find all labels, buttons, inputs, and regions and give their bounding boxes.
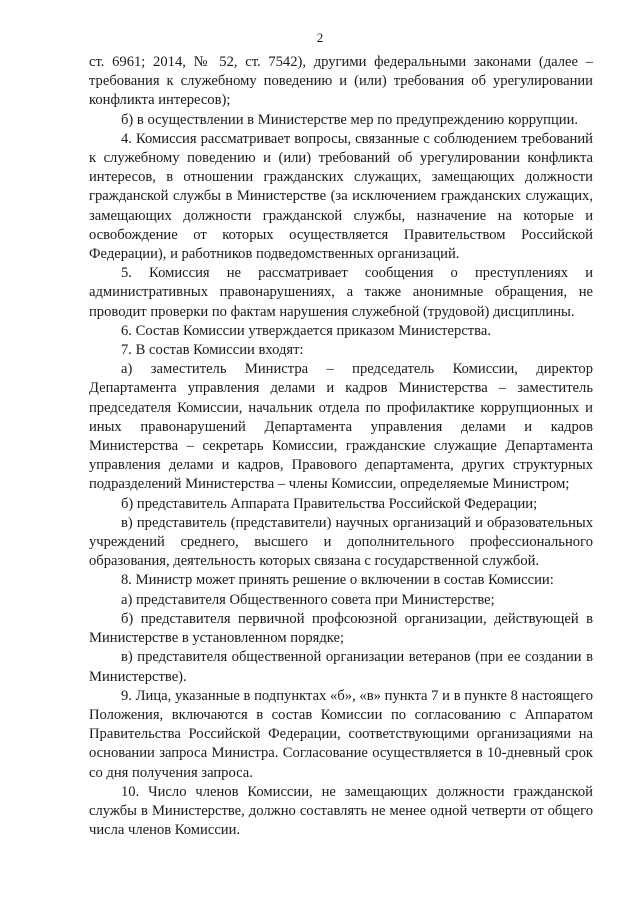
paragraph-item-8-a: а) представителя Общественного совета при Министерстве; [121, 591, 495, 608]
paragraph-item-9: 9. Лица, указанные в подпунктах «б», «в» пункта 7 и в пункте 8 настоящего Положения, включаются в состав Комиссии по согласованию с Аппаратом Правительства Российской Федерации, соответствующими организациями на основании запроса Министра. Согласование осуществляется в 10-дневный срок со дня получения запроса. [89, 687, 593, 781]
paragraph-item-5: 5. Комиссия не рассматривает сообщения о преступлениях и административных правонарушениях, а также анонимные обращения, не проводит проверки по фактам нарушения служебной (трудовой) дисциплины. [89, 265, 593, 320]
paragraph-continuation: ст. 6961; 2014, № 52, ст. 7542), другими федеральными законами (далее – требования к служебному поведению и (или) требования об урегулировании конфликта интересов); [89, 54, 593, 109]
paragraph-item-8-b: б) представителя первичной профсоюзной организации, действующей в Министерстве в установленном порядке; [89, 610, 593, 647]
paragraph-item-7-b: б) представитель Аппарата Правительства Российской Федерации; [121, 495, 538, 512]
paragraph-item-8: 8. Министр может принять решение о включении в состав Комиссии: [121, 572, 554, 589]
document-body [89, 53, 593, 840]
paragraph-item-7-v: в) представитель (представители) научных организаций и образовательных учреждений среднего, высшего и дополнительного профессионального образования, деятельность которых связана с государственной службой. [89, 514, 593, 570]
paragraph-item-8-v: в) представителя общественной организации ветеранов (при ее создании в Министерстве). [89, 649, 593, 685]
paragraph-item-6: 6. Состав Комиссии утверждается приказом Министерства. [121, 322, 492, 339]
paragraph-item-10: 10. Число членов Комиссии, не замещающих должности гражданской службы в Министерстве, должно составлять не менее одной четверти от общего числа членов Комиссии. [89, 783, 593, 839]
page-number: 2 [316, 30, 324, 45]
paragraph-item-7-a: а) заместитель Министра – председатель Комиссии, директор Департамента управления делами и кадров Министерства – заместитель председателя Комиссии, начальник отдела по профилактике коррупционных и иных правонарушений Департамента управления делами и кадров Министерства – секретарь Комиссии, гражданские служащие Департамента управления делами и кадров, Правового департамента, других структурных подразделений Министерства – члены Комиссии, определяемые Министром; [89, 361, 593, 493]
paragraph-item-7: 7. В состав Комиссии входят: [121, 342, 304, 359]
paragraph-item-4: 4. Комиссия рассматривает вопросы, связанные с соблюдением требований к служебному поведению и (или) требований об урегулировании конфликта интересов, в отношении гражданских служащих, замещающих должности гражданской службы в Министерстве (за исключением гражданских служащих, замещающих должности гражданской службы, назначение на которые и освобождение от которых осуществляется Правительством Российской Федерации), и работников подведомственных организаций. [89, 130, 593, 263]
paragraph-subitem-b-prevention: б) в осуществлении в Министерстве мер по предупреждению коррупции. [121, 111, 579, 128]
